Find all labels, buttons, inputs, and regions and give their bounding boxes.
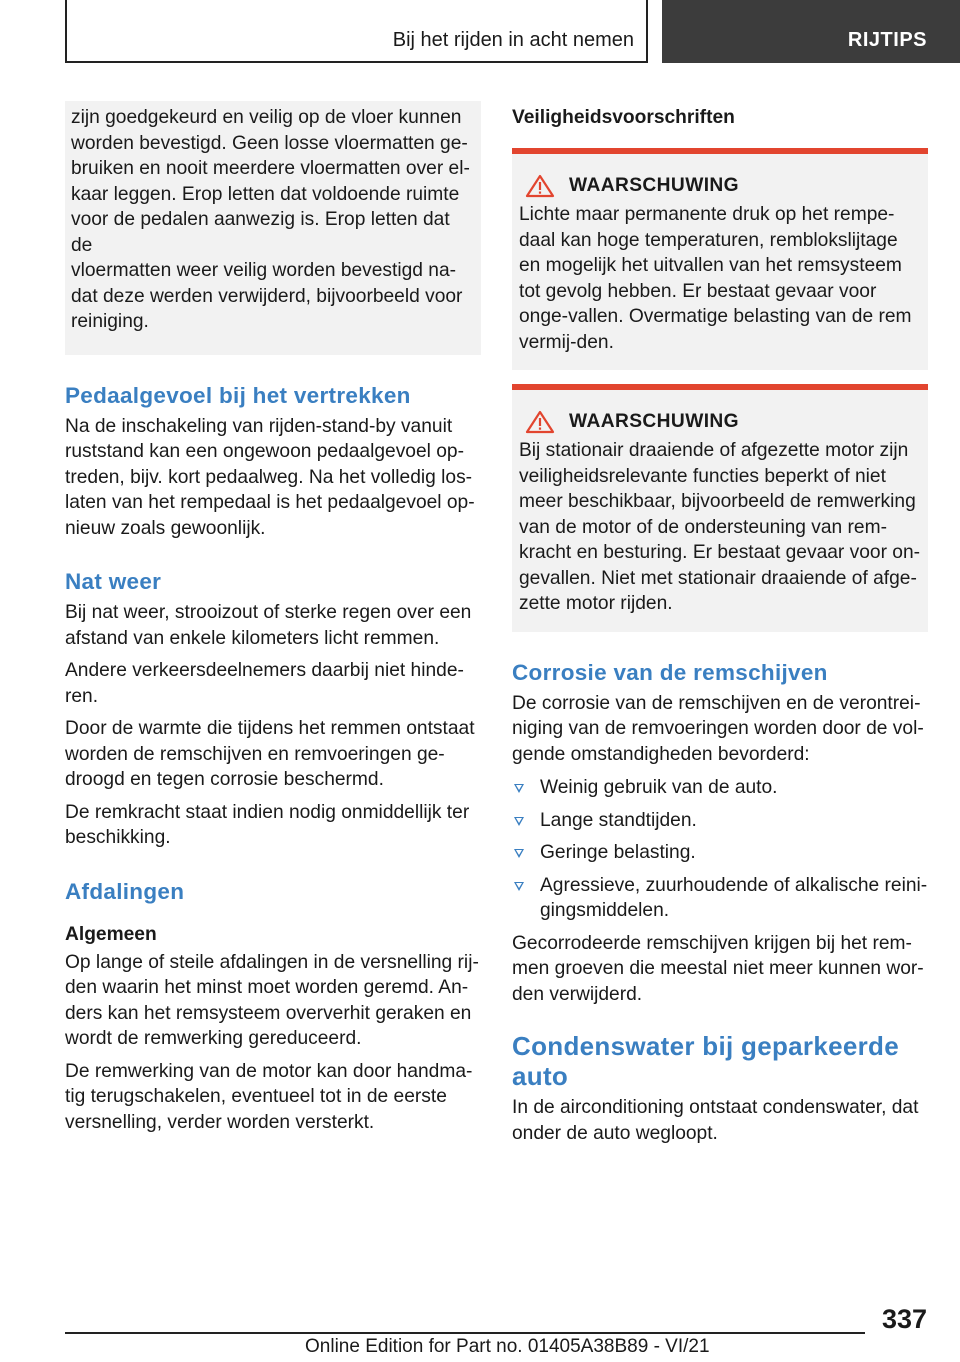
warning-box-1 bbox=[512, 148, 928, 370]
condensation-paragraph: In de airconditioning ontstaat condenswater, dat onder de auto wegloopt. bbox=[512, 1097, 919, 1144]
bullet-triangle-icon bbox=[514, 882, 524, 891]
wet-paragraph-1: Bij nat weer, strooizout of sterke regen over een afstand van enkele kilometers licht remmen. bbox=[65, 602, 472, 649]
chapter-tab bbox=[662, 0, 960, 63]
list-item: Geringe belasting. bbox=[512, 840, 928, 866]
heading-pedal-feel: Pedaalgevoel bij het vertrekken bbox=[65, 382, 411, 408]
bullet-triangle-icon bbox=[514, 784, 524, 793]
bullet-triangle-icon bbox=[514, 849, 524, 858]
list-item: Weinig gebruik van de auto. bbox=[512, 775, 928, 801]
wet-paragraph-3: Door de warmte die tijdens het remmen ontstaat worden de remschijven en remvoeringen ge-droogd en tegen corrosie beschermd. bbox=[65, 718, 475, 790]
note-line: voor de pedalen aanwezig is. Erop letten dat de bbox=[71, 209, 450, 256]
heading-corrosion: Corrosie van de remschijven bbox=[512, 659, 828, 685]
corrosion-outro: Gecorrodeerde remschijven krijgen bij het rem-men groeven die meestal niet meer kunnen wor-den verwijderd. bbox=[512, 932, 924, 1005]
section-title: Bij het rijden in acht nemen bbox=[392, 29, 634, 51]
page-number: 337 bbox=[881, 1304, 927, 1334]
corrosion-intro: De corrosie van de remschijven en de verontrei-niging van de remvoeringen worden door de vol-gende omstandigheden bevorderd: bbox=[512, 692, 924, 765]
note-line: bruiken en nooit meerdere vloermatten over el- bbox=[71, 158, 470, 179]
warning-box-2 bbox=[512, 384, 928, 632]
footer-divider bbox=[65, 1332, 865, 1334]
safety-title: Veiligheidsvoorschriften bbox=[512, 107, 735, 128]
warning-label: WAARSCHUWING bbox=[569, 175, 740, 196]
bullet-triangle-icon bbox=[514, 817, 524, 826]
list-item: Agressieve, zuurhoudende of alkalische reini-gingsmiddelen. bbox=[512, 873, 928, 924]
floor-mat-note-box bbox=[65, 101, 481, 355]
note-line: reiniging. bbox=[71, 311, 149, 332]
corrosion-list bbox=[512, 775, 928, 924]
list-item: Lange standtijden. bbox=[512, 808, 928, 834]
pedal-paragraph: Na de inschakeling van rijden-stand-by vanuit ruststand kan een ongewoon pedaalgevoel op-treden, bijv. kort pedaalweg. Na het volledig los-laten van het rempedaal is het pedaalgevoel op-nieuw zoals gewoonlijk. bbox=[65, 415, 475, 539]
left-column bbox=[65, 101, 481, 1135]
descent-paragraph-2: De remwerking van de motor kan door handma-tig terugschakelen, eventueel tot in de eerste versnelling, verder worden versterkt. bbox=[65, 1060, 473, 1133]
note-line: kaar leggen. Erop letten dat voldoende ruimte bbox=[71, 183, 460, 205]
note-line: zijn goedgekeurd en veilig op de vloer kunnen bbox=[71, 107, 462, 128]
right-column bbox=[512, 101, 928, 1146]
running-header bbox=[65, 0, 648, 63]
warning-label: WAARSCHUWING bbox=[569, 411, 740, 432]
wet-paragraph-4: De remkracht staat indien nodig onmiddellijk ter beschikking. bbox=[65, 801, 470, 848]
chapter-title: RIJTIPS bbox=[847, 29, 927, 51]
warning-text-1: Lichte maar permanente druk op het rempe-daal kan hoge temperaturen, remblokslijtage en mogelijk het uitvallen van het remsysteem tot gevolg hebben. Er bestaat gevaar voor onge-vallen. Overmatige belasting van de rem vermij-den. bbox=[519, 204, 912, 353]
warning-triangle-icon bbox=[525, 174, 555, 198]
subheading-general: Algemeen bbox=[65, 923, 157, 945]
note-line: vloermatten weer veilig worden bevestigd na- bbox=[71, 260, 457, 281]
edition-footer: Online Edition for Part no. 01405A38B89 - VI/21 bbox=[305, 1336, 710, 1357]
heading-wet-weather: Nat weer bbox=[65, 569, 162, 594]
heading-condensation: Condenswater bij geparkeerde auto bbox=[512, 1031, 899, 1091]
heading-descents: Afdalingen bbox=[65, 878, 185, 904]
note-line: dat deze werden verwijderd, bijvoorbeeld voor bbox=[71, 285, 463, 307]
descent-paragraph-1: Op lange of steile afdalingen in de versnelling rij-den waarin het minst moet worden geremd. An-ders kan het remsysteem oververhit geraken en wordt de remwerking gereduceerd. bbox=[65, 951, 479, 1049]
warning-text-2: Bij stationair draaiende of afgezette motor zijn veiligheidsrelevante functies beperkt of niet meer beschikbaar, bijvoorbeeld de remwerking van de motor of de ondersteuning van rem-kracht en besturing. Er bestaat gevaar voor on-gevallen. Niet met stationair draaiende of afge-zette motor rijden. bbox=[519, 440, 921, 614]
warning-triangle-icon bbox=[525, 410, 555, 434]
note-line: worden bevestigd. Geen losse vloermatten ge- bbox=[71, 132, 468, 154]
wet-paragraph-2: Andere verkeersdeelnemers daarbij niet hinde-ren. bbox=[65, 660, 464, 707]
